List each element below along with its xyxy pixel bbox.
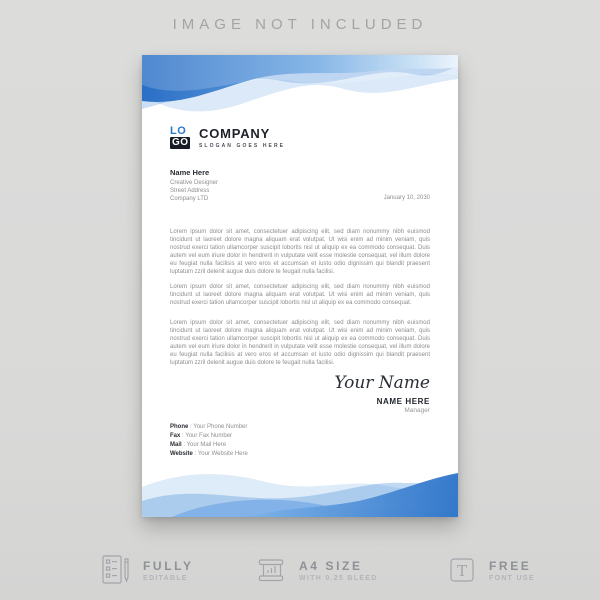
- contact-mail-value: Your Mail Here: [186, 442, 227, 448]
- contact-separator: :: [192, 451, 198, 457]
- feature-title: A4 SIZE: [299, 558, 363, 573]
- contact-phone-label: Phone: [170, 424, 189, 430]
- contact-website-label: Website: [170, 451, 193, 457]
- contact-fax-label: Fax: [170, 433, 181, 439]
- feature-subtitle: WITH 0.25 BLEED: [299, 574, 378, 582]
- contact-mail-label: Mail: [170, 442, 182, 448]
- contact-mail: [170, 441, 248, 450]
- letter-body: [170, 228, 430, 374]
- company-slogan: SLOGAN GOES HERE: [199, 143, 286, 149]
- logo-mark-top: LO: [170, 125, 187, 137]
- contact-separator: :: [180, 433, 186, 439]
- feature-fully-editable: [100, 552, 194, 588]
- letterhead-page: [142, 55, 458, 517]
- paragraph-2: Lorem ipsum dolor sit amet, consectetuer adipiscing elit, sed diam nonummy nibh euismod tincidunt ut laoreet dolore magna aliquam erat volutpat. Ut wisi enim ad minim veniam, quis nostrud exerci tation ullamcorper suscipit lobortis nisl ut aliquip ex ea commodo consequat.: [170, 284, 430, 306]
- feature-subtitle: EDITABLE: [143, 574, 188, 582]
- feature-subtitle: FONT USE: [489, 574, 535, 582]
- logo-mark-icon: [170, 125, 192, 150]
- feature-text: [299, 559, 378, 582]
- signature-title: Manager: [404, 407, 430, 414]
- feature-title: FREE: [489, 558, 532, 573]
- contact-phone: [170, 423, 248, 432]
- feature-free-font: [446, 552, 535, 588]
- signature-block: [334, 373, 430, 414]
- contact-block: [170, 423, 248, 459]
- editable-checklist-pencil-icon: [100, 552, 132, 588]
- letterpress-font-icon: [446, 552, 478, 588]
- contact-phone-value: Your Phone Number: [193, 424, 248, 430]
- logo-text: [199, 126, 285, 149]
- recipient-address: Street Address: [170, 188, 210, 194]
- signature-name: NAME HERE: [376, 397, 430, 406]
- contact-fax: [170, 432, 248, 441]
- company-name: COMPANY: [199, 126, 271, 141]
- contact-separator: :: [181, 442, 187, 448]
- recipient-company: Company LTD: [170, 196, 209, 202]
- svg-text:T: T: [456, 562, 468, 580]
- signature-script: Your Name: [334, 373, 430, 393]
- bottom-wave-decoration: [142, 461, 458, 517]
- recipient-name: Name Here: [170, 168, 210, 177]
- feature-title: FULLY: [143, 558, 194, 573]
- a4-paper-scroll-icon: [256, 552, 288, 588]
- paragraph-1: Lorem ipsum dolor sit amet, consectetuer adipiscing elit, sed diam nonummy nibh euismod tincidunt ut laoreet dolore magna aliquam erat volutpat. Ut wisi enim ad minim veniam, quis nostrud exerci tation ullamcorper suscipit lobortis nisl ut aliquip ex ea commodo consequat. Duis autem vel eum iriure dolor in hendrerit in vulputate velit esse molestie consequat, vel illum dolore eu feugiat nulla facilisis at vero eros et accumsan et iusto odio dignissim qui blandit praesent luptatum zzril delenit augue duis dolore te feugait nulla facilisi.: [170, 229, 430, 275]
- logo-mark-bottom: GO: [172, 137, 189, 148]
- feature-text: [489, 559, 535, 582]
- contact-separator: :: [188, 424, 194, 430]
- contact-website: [170, 450, 248, 459]
- paragraph-3: Lorem ipsum dolor sit amet, consectetuer adipiscing elit, sed diam nonummy nibh euismod tincidunt ut laoreet dolore magna aliquam erat volutpat. Ut wisi enim ad minim veniam, quis nostrud exerci tation ullamcorper suscipit lobortis nisl ut aliquip ex ea commodo consequat. Duis autem vel eum iriure dolor in hendrerit in vulputate velit esse molestie consequat, vel illum dolore eu feugiat nulla facilisis at vero eros et accumsan et iusto odio dignissim qui blandit praesent luptatum zzril delenit augue duis dolore te feugait nulla facilisi.: [170, 320, 430, 366]
- contact-fax-value: Your Fax Number: [185, 433, 233, 439]
- recipient-title: Creative Designer: [170, 180, 219, 186]
- feature-a4-size: [256, 552, 378, 588]
- top-wave-decoration: [142, 55, 458, 119]
- watermark-banner: IMAGE NOT INCLUDED: [172, 16, 428, 33]
- feature-text: [143, 559, 194, 582]
- contact-website-value: Your Website Here: [197, 451, 248, 457]
- company-logo: [170, 125, 285, 150]
- letter-date: January 10, 2030: [383, 195, 430, 201]
- recipient-block: [170, 168, 218, 203]
- features-bar: [0, 546, 600, 596]
